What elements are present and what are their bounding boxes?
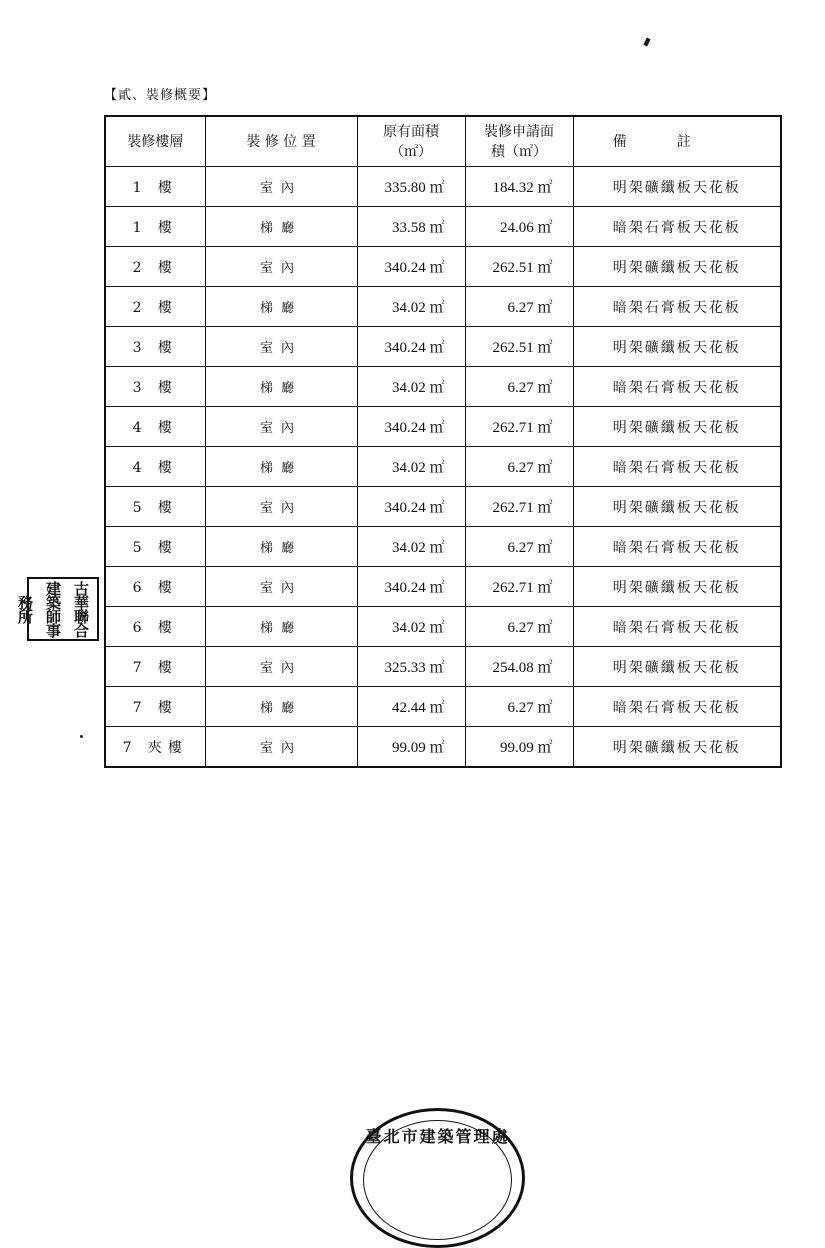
- cell-original-area: 34.02 ㎡: [357, 367, 465, 407]
- cell-apply-area: 6.27 ㎡: [465, 367, 573, 407]
- cell-floor: 4 樓: [105, 447, 205, 487]
- cell-floor: 3 樓: [105, 327, 205, 367]
- cell-floor: 6 樓: [105, 607, 205, 647]
- ink-mark: [643, 38, 650, 47]
- cell-floor: 1 樓: [105, 167, 205, 207]
- cell-apply-area: 99.09 ㎡: [465, 727, 573, 768]
- cell-location: 室內: [205, 647, 357, 687]
- cell-original-area: 34.02 ㎡: [357, 447, 465, 487]
- table-row: [105, 607, 781, 647]
- cell-location: 梯廳: [205, 367, 357, 407]
- cell-floor: 5 樓: [105, 487, 205, 527]
- cell-location: 梯廳: [205, 687, 357, 727]
- cell-location: 室內: [205, 247, 357, 287]
- renovation-table: [104, 115, 782, 768]
- cell-note: 明架礦纖板天花板: [573, 407, 781, 447]
- table-row: [105, 247, 781, 287]
- cell-floor: 1 樓: [105, 207, 205, 247]
- header-original-area-line1: 原有面積: [383, 123, 439, 140]
- cell-note: 明架礦纖板天花板: [573, 647, 781, 687]
- table-row: [105, 167, 781, 207]
- cell-floor: 7 樓: [105, 647, 205, 687]
- cell-location: 室內: [205, 167, 357, 207]
- cell-apply-area: 6.27 ㎡: [465, 287, 573, 327]
- table-row: [105, 567, 781, 607]
- cell-apply-area: 6.27 ㎡: [465, 527, 573, 567]
- cell-original-area: 340.24 ㎡: [357, 327, 465, 367]
- cell-apply-area: 262.71 ㎡: [465, 567, 573, 607]
- cell-location: 梯廳: [205, 447, 357, 487]
- cell-location: 室內: [205, 407, 357, 447]
- header-apply-area-line2: 積（㎡）: [491, 143, 547, 160]
- cell-original-area: 340.24 ㎡: [357, 407, 465, 447]
- cell-note: 暗架石膏板天花板: [573, 367, 781, 407]
- header-original-area: [357, 116, 465, 167]
- official-seal-text: 臺北市建築管理處: [365, 1127, 510, 1146]
- cell-floor: 5 樓: [105, 527, 205, 567]
- cell-apply-area: 254.08 ㎡: [465, 647, 573, 687]
- section-title: 【貳、裝修概要】: [104, 88, 217, 103]
- table-row: [105, 487, 781, 527]
- table-row: [105, 207, 781, 247]
- cell-note: 明架礦纖板天花板: [573, 567, 781, 607]
- cell-original-area: 335.80 ㎡: [357, 167, 465, 207]
- table-row: [105, 327, 781, 367]
- cell-floor: 4 樓: [105, 407, 205, 447]
- cell-location: 室內: [205, 487, 357, 527]
- cell-original-area: 325.33 ㎡: [357, 647, 465, 687]
- header-apply-area: [465, 116, 573, 167]
- cell-original-area: 340.24 ㎡: [357, 487, 465, 527]
- table-row: [105, 407, 781, 447]
- cell-apply-area: 262.51 ㎡: [465, 327, 573, 367]
- cell-location: 室內: [205, 727, 357, 768]
- header-location: 裝 修 位 置: [205, 116, 357, 167]
- cell-apply-area: 6.27 ㎡: [465, 607, 573, 647]
- cell-apply-area: 6.27 ㎡: [465, 447, 573, 487]
- cell-note: 明架礦纖板天花板: [573, 487, 781, 527]
- cell-apply-area: 262.51 ㎡: [465, 247, 573, 287]
- cell-note: 明架礦纖板天花板: [573, 167, 781, 207]
- cell-floor: 6 樓: [105, 567, 205, 607]
- table-row: [105, 447, 781, 487]
- table-row: [105, 647, 781, 687]
- cell-original-area: 340.24 ㎡: [357, 247, 465, 287]
- cell-original-area: 33.58 ㎡: [357, 207, 465, 247]
- cell-floor: 7 樓: [105, 687, 205, 727]
- cell-note: 明架礦纖板天花板: [573, 327, 781, 367]
- cell-floor: 2 樓: [105, 287, 205, 327]
- cell-note: 暗架石膏板天花板: [573, 527, 781, 567]
- cell-apply-area: 6.27 ㎡: [465, 687, 573, 727]
- cell-original-area: 34.02 ㎡: [357, 527, 465, 567]
- cell-location: 室內: [205, 567, 357, 607]
- cell-floor: 2 樓: [105, 247, 205, 287]
- cell-note: 明架礦纖板天花板: [573, 247, 781, 287]
- cell-note: 暗架石膏板天花板: [573, 447, 781, 487]
- cell-location: 室內: [205, 327, 357, 367]
- table-row: [105, 687, 781, 727]
- cell-note: 暗架石膏板天花板: [573, 207, 781, 247]
- ink-dot: [80, 735, 83, 738]
- header-floor: 裝修樓層: [105, 116, 205, 167]
- table-row: [105, 527, 781, 567]
- cell-original-area: 42.44 ㎡: [357, 687, 465, 727]
- architect-seal: 古華聯合建築師事務所: [27, 577, 99, 641]
- cell-apply-area: 262.71 ㎡: [465, 407, 573, 447]
- table-row: [105, 287, 781, 327]
- table-row: [105, 367, 781, 407]
- cell-original-area: 34.02 ㎡: [357, 287, 465, 327]
- cell-note: 暗架石膏板天花板: [573, 687, 781, 727]
- cell-note: 明架礦纖板天花板: [573, 727, 781, 768]
- cell-location: 梯廳: [205, 287, 357, 327]
- header-note: 備註: [573, 116, 781, 167]
- table-row: [105, 727, 781, 768]
- cell-original-area: 340.24 ㎡: [357, 567, 465, 607]
- cell-apply-area: 184.32 ㎡: [465, 167, 573, 207]
- cell-floor: 7 夾樓: [105, 727, 205, 768]
- header-original-area-line2: （㎡）: [390, 143, 432, 160]
- cell-original-area: 99.09 ㎡: [357, 727, 465, 768]
- cell-location: 梯廳: [205, 527, 357, 567]
- table-header-row: [105, 116, 781, 167]
- cell-location: 梯廳: [205, 607, 357, 647]
- cell-note: 暗架石膏板天花板: [573, 287, 781, 327]
- cell-apply-area: 24.06 ㎡: [465, 207, 573, 247]
- cell-original-area: 34.02 ㎡: [357, 607, 465, 647]
- cell-location: 梯廳: [205, 207, 357, 247]
- header-apply-area-line1: 裝修申請面: [484, 123, 554, 140]
- cell-note: 暗架石膏板天花板: [573, 607, 781, 647]
- cell-floor: 3 樓: [105, 367, 205, 407]
- cell-apply-area: 262.71 ㎡: [465, 487, 573, 527]
